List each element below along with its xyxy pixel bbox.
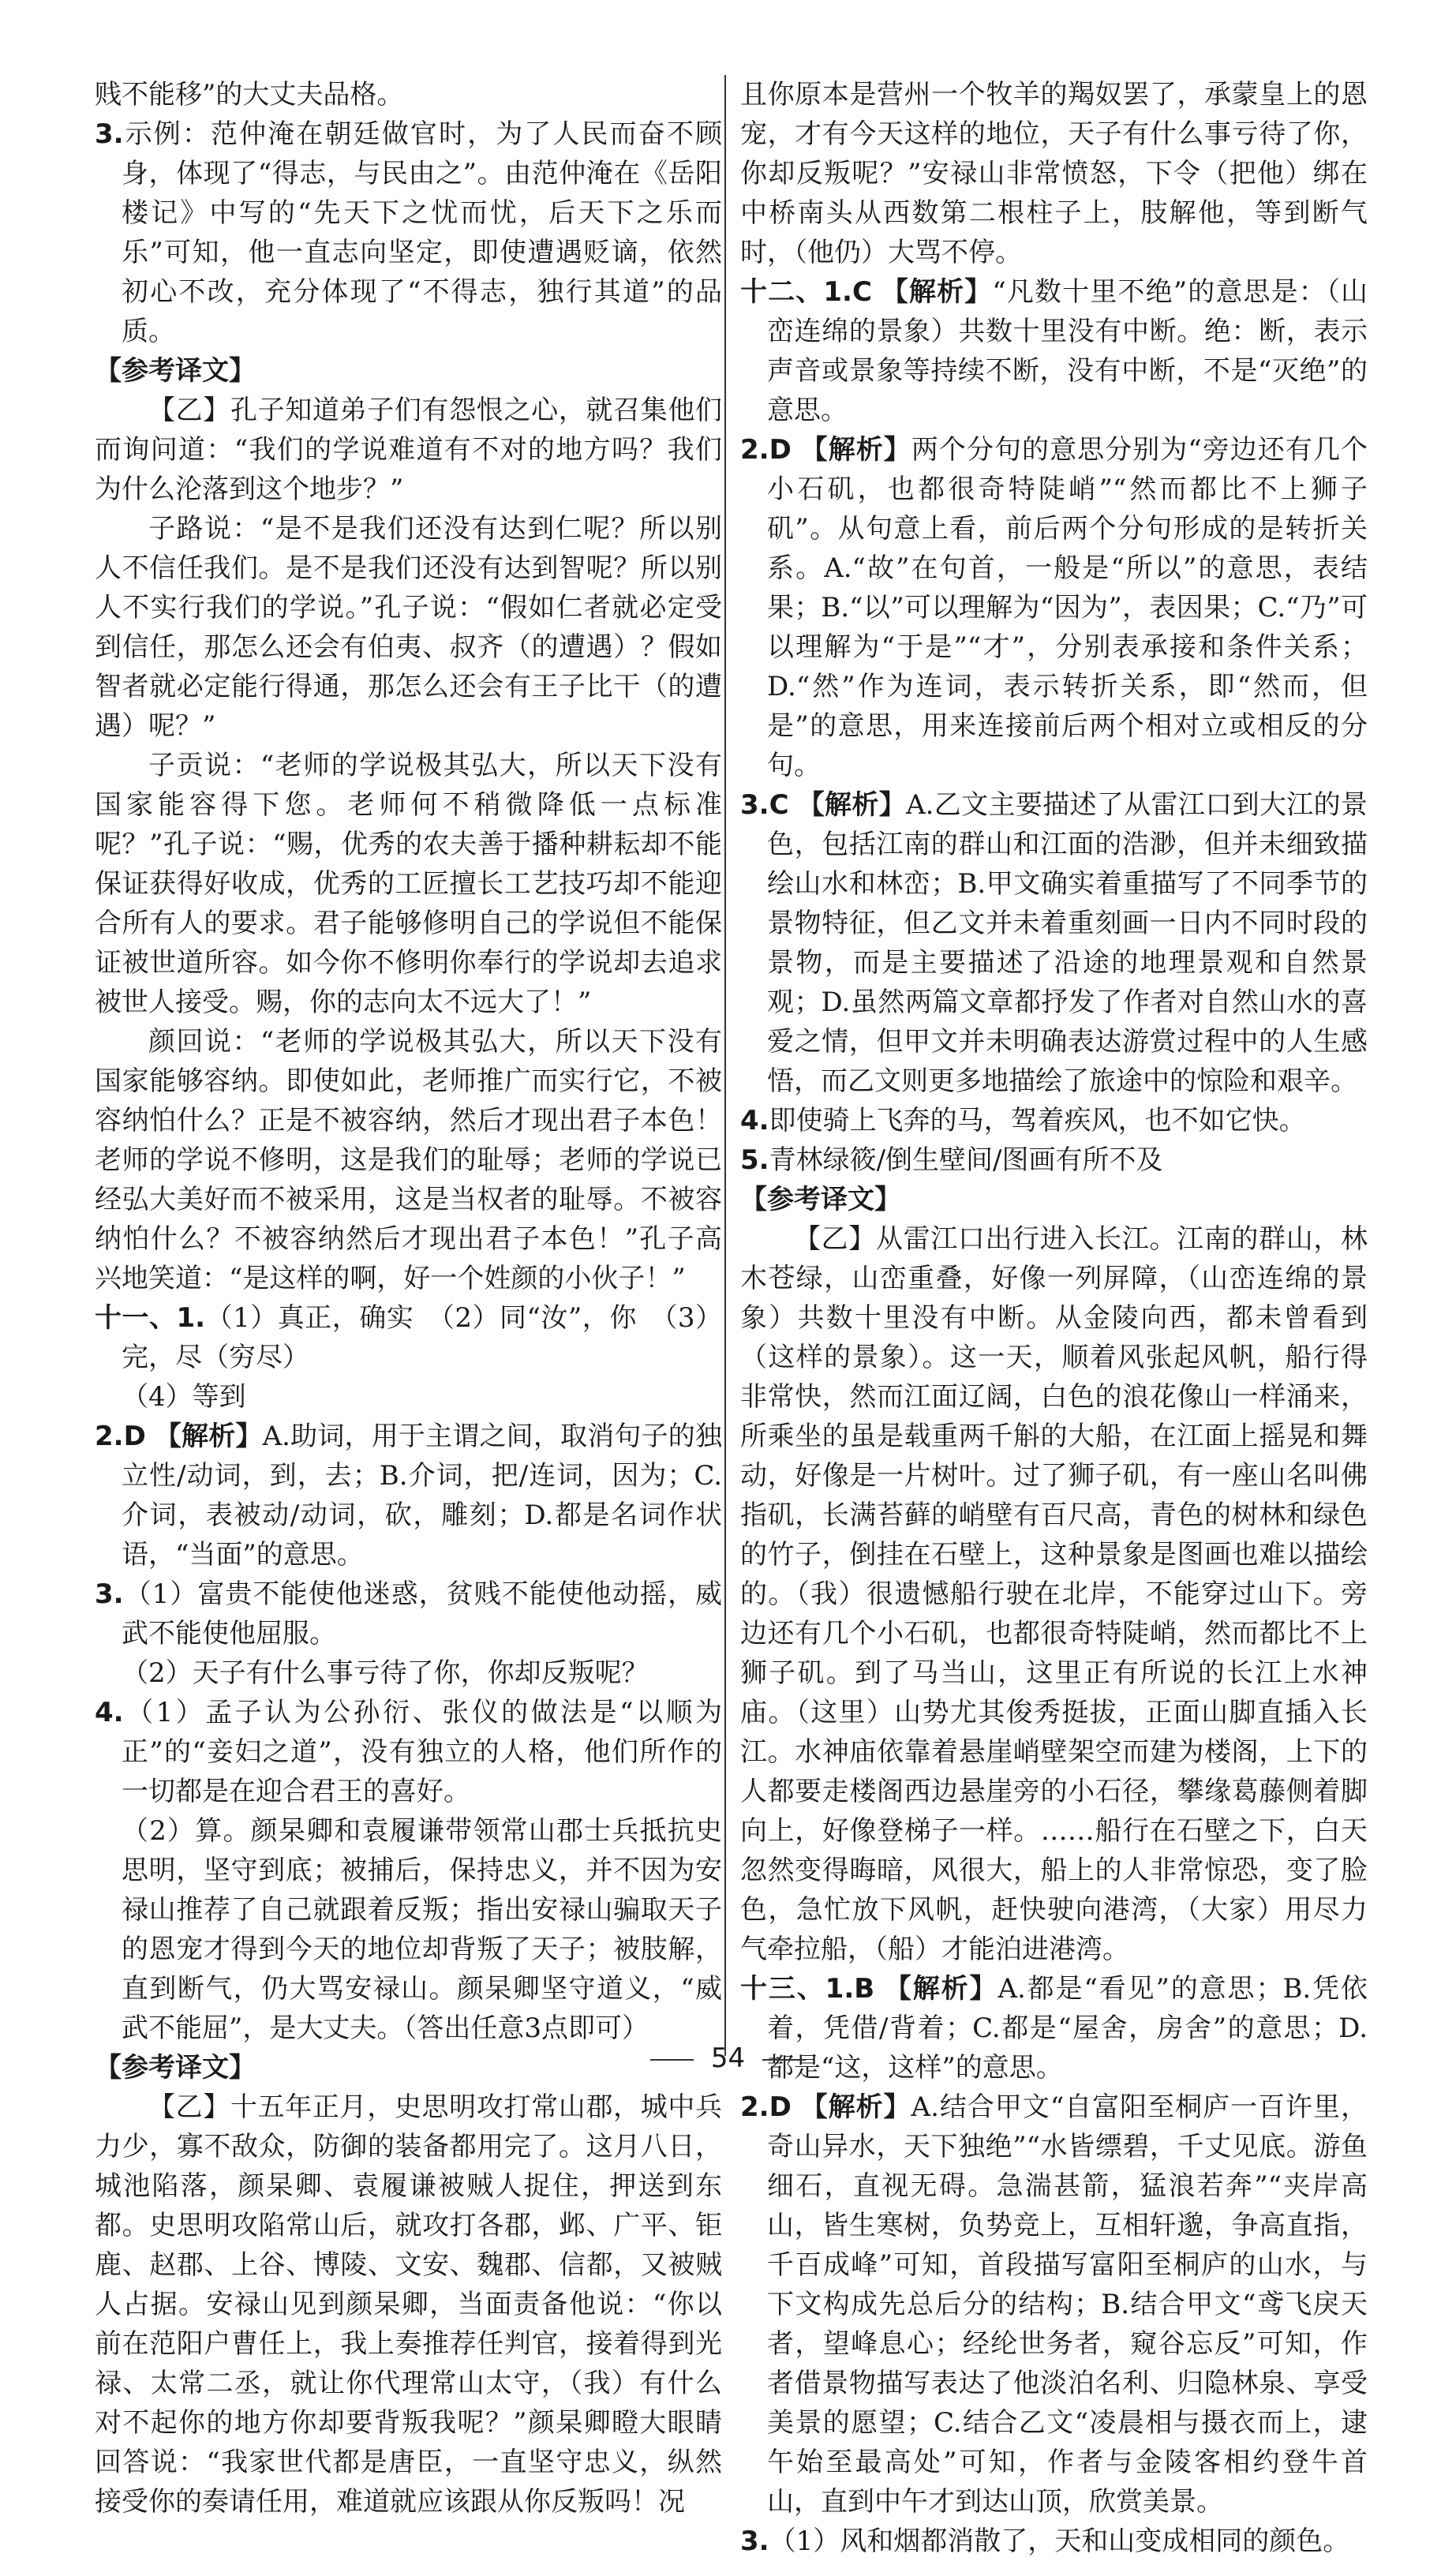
analysis-label: 【解析】 (881, 276, 993, 308)
item-text: （1）富贵不能使他迷惑，贫贱不能使他动摇，威武不能使他屈服。 (122, 1578, 722, 1649)
item-number: 十二、1. (740, 276, 852, 308)
answer-item (740, 430, 1368, 785)
item-text: 即使骑上飞奔的马，驾着疾风，也不如它快。 (769, 1105, 1306, 1136)
answer-choice: D (123, 1421, 146, 1452)
translation-paragraph: 【乙】从雷江口出行进入长江。江南的群山，林木苍绿，山峦重叠，好像一列屏障，（山峦连绵的景象）共数十里没有中断。从金陵向西，都未曾看到（这样的景象）。这一天，顺着风张起风帆，船行得非常快，然而江面辽阔，白色的浪花像山一样涌来，所乘坐的虽是载重两千斛的大船，在江面上摇晃和舞动，好像是一片树叶。过了狮子矶，有一座山名叫佛指矶，长满苔藓的峭壁有百尺高，青色的树林和绿色的竹子，倒挂在石壁上，这种景象是图画也难以描绘的。（我）很遗憾船行驶在北岸，不能穿过山下。旁边还有几个小石矶，也都很奇特陡峭，然而都比不上狮子矶。到了马当山，这里正有所说的长江上水神庙。（这里）山势尤其俊秀挺拔，正面山脚直插入长江。水神庙依靠着悬崖峭壁架空而建为楼阁，上下的人都要走楼阁西边悬崖旁的小石径，攀缘葛藤侧着脚向上，好像登梯子一样。……船行在石壁之下，白天忽然变得晦暗，风很大，船上的人非常惊恐，变了脸色，急忙放下风帆，赶快驶向港湾，（大家）用尽力气牵拉船，（船）才能泊进港湾。 (740, 1223, 1368, 1965)
item-text: （1）孟子认为公孙衍、张仪的做法是“以顺为正”的“妾妇之道”，没有独立的人格，他们所作的一切都是在迎合君王的喜好。 (122, 1697, 722, 1807)
item-number: 十三、1. (740, 1973, 855, 2005)
item-text: （1）风和烟都消散了，天和山变成相同的颜色。 (769, 2525, 1350, 2557)
item-number: 4. (740, 1105, 769, 1136)
answer-item (740, 785, 1368, 1101)
right-column (740, 75, 1368, 2561)
item-text: A.助词，用于主谓之间，取消句子的独立性/动词，到，去；B.介词，把/连词，因为；C.介词，表被动/动词，砍，雕刻；D.都是名词作状语，“当面”的意思。 (122, 1421, 722, 1571)
item-text: （1）真正，确实 （2）同“汝”，你 （3）完，尽（穷尽） (122, 1302, 722, 1373)
translation-paragraph: 颜回说：“老师的学说极其弘大，所以天下没有国家能够容纳。即使如此，老师推广而实行它，不被容纳怕什么？正是不被容纳，然后才现出君子本色！老师的学说不修明，这是我们的耻辱；老师的学说已经弘大美好而不被采用，这是当权者的耻辱。不被容纳怕什么？不被容纳然后才现出君子本色！”孔子高兴地笑道：“是这样的啊，好一个姓颜的小伙子！” (95, 1026, 722, 1294)
translation-paragraph: 【乙】十五年正月，史思明攻打常山郡，城中兵力少，寡不敌众，防御的装备都用完了。这月八日，城池陷落，颜杲卿、袁履谦被贼人捉住，押送到东都。史思明攻陷常山后，就攻打各郡，邺、广平、钜鹿、赵郡、上谷、博陵、文安、魏郡、信都，又被贼人占据。安禄山见到颜杲卿，当面责备他说：“你以前在范阳户曹任上，我上奏推荐任判官，接着得到光禄、太常二丞，就让你代理常山太守，（我）有什么对不起你的地方你却要背叛我呢？”颜杲卿瞪大眼睛回答说：“我家世代都是唐臣，一直坚守忠义，纵然接受你的奏请任用，难道就应该跟从你反叛吗！况 (95, 2091, 722, 2518)
column-divider (724, 75, 726, 2056)
continued-text: 且你原本是营州一个牧羊的羯奴罢了，承蒙皇上的恩宠，才有今天这样的地位，天子有什么事亏待了你，你却反叛呢？”安禄山非常愤怒，下令（把他）绑在中桥南头从西数第二根柱子上，肢解他，等到断气时，（他仍）大骂不停。 (740, 79, 1368, 268)
item-text: A.结合甲文“自富阳至桐庐一百许里，奇山异水，天下独绝”“水皆缥碧，千丈见底。游鱼细石，直视无碍。急湍甚箭，猛浪若奔”“夹岸高山，皆生寒树，负势竞上，互相轩邈，争高直指，千百成峰”可知，首段描写富阳至桐庐的山水，与下文构成先总后分的结构；B.结合甲文“鸢飞戾天者，望峰息心；经纶世务者，窥谷忘反”可知，作者借景物描写表达了他淡泊名利、归隐林泉、享受美景的愿望；C.结合乙文“凌晨相与摄衣而上，逮午始至最高处”可知，作者与金陵客相约登牛首山，直到中午才到达山顶，欣赏美景。 (767, 2091, 1368, 2518)
item-number: 2. (95, 1421, 124, 1452)
analysis-label: 【解析】 (800, 434, 911, 466)
item-text: A.乙文主要描述了从雷江口到大江的景色，包括江南的群山和江面的浩渺，但并未细致描绘山水和林峦；B.甲文确实着重描写了不同季节的景物特征，但乙文并未着重刻画一日内不同时段的景物，而是主要描述了沿途的地理景观和自然景观；D.虽然两篇文章都抒发了作者对自然山水的喜爱之情，但甲文并未明确表达游赏过程中的人生感悟，而乙文则更多地描绘了旅途中的惊险和艰辛。 (767, 789, 1368, 1097)
answer-item (95, 1417, 722, 1574)
footer-dash-left (650, 2059, 694, 2061)
item-number: 3. (95, 118, 124, 150)
item-number: 十一、1. (95, 1302, 206, 1334)
answer-item (740, 1140, 1368, 1180)
section-heading: 【参考译文】 (95, 2052, 256, 2084)
answer-subitem: （2）算。颜杲卿和袁履谦带领常山郡士兵抵抗史思明，坚守到底；被捕后，保持忠义，并不因为安禄山推荐了自己就跟着反叛；指出安禄山骗取天子的恩宠才得到今天的地位却背叛了天子；被肢解，直到断气，仍大骂安禄山。颜杲卿坚守道义，“威武不能屈”，是大丈夫。（答出任意3点即可） (122, 1815, 722, 2044)
item-text: 示例：范仲淹在朝廷做官时，为了人民而奋不顾身，体现了“得志，与民由之”。由范仲淹在《岳阳楼记》中写的“先天下之忧而忧，后天下之乐而乐”可知，他一直志向坚定，即使遭遇贬谪，依然初心不改，充分体现了“不得志，独行其道”的品质。 (122, 118, 722, 347)
answer-item (95, 1298, 722, 1377)
answer-item (95, 1574, 722, 1653)
item-text: “凡数十里不绝”的意思是：（山峦连绵的景象）共数十里没有中断。绝：断，表示声音或景象等持续不断，没有中断，不是“灭绝”的意思。 (767, 276, 1368, 426)
continued-text: 贱不能移”的大丈夫品格。 (95, 79, 404, 110)
answer-choice: C (769, 789, 789, 821)
analysis-label: 【解析】 (884, 1973, 998, 2005)
answer-subitem: （2）天子有什么事亏待了你，你却反叛呢？ (122, 1657, 649, 1689)
translation-paragraph: 子路说：“是不是我们还没有达到仁呢？所以别人不信任我们。是不是我们还没有达到智呢？所以别人不实行我们的学说。”孔子说：“假如仁者就必定受到信任，那怎么还会有伯夷、叔齐（的遭遇）？假如智者就必定能行得通，那怎么还会有王子比干（的遭遇）呢？” (95, 513, 722, 742)
answer-item (95, 1693, 722, 1811)
answer-choice: D (769, 2091, 792, 2123)
item-text: A.都是“看见”的意思；B.凭依着，凭借/背着；C.都是“屋舍，房舍”的意思；D.都是“这，这样”的意思。 (767, 1973, 1368, 2084)
section-heading: 【参考译文】 (740, 1184, 901, 1215)
item-text: 青林绿筱/倒生壁间/图画有所不及 (769, 1144, 1163, 1176)
answer-choice: B (854, 1973, 875, 2005)
translation-paragraph: 子贡说：“老师的学说极其弘大，所以天下没有国家能容得下您。老师何不稍微降低一点标准呢？”孔子说：“赐，优秀的农夫善于播种耕耘却不能保证获得好收成，优秀的工匠擅长工艺技巧却不能迎合所有人的要求。君子能够修明自己的学说但不能保证被世道所容。如今你不修明你奉行的学说却去追求被世人接受。赐，你的志向太不远大了！” (95, 750, 722, 1018)
translation-paragraph: 【乙】孔子知道弟子们有怨恨之心，就召集他们而询问道：“我们的学说难道有不对的地方吗？我们为什么沦落到这个地步？” (95, 395, 722, 505)
item-number: 4. (95, 1697, 124, 1728)
item-number: 3. (740, 789, 769, 821)
footer-dash-right (762, 2059, 806, 2061)
answer-item (95, 114, 722, 351)
item-number: 3. (740, 2525, 769, 2557)
answer-choice: D (769, 434, 792, 466)
analysis-label: 【解析】 (154, 1421, 263, 1452)
answer-item (740, 2522, 1368, 2561)
item-number: 2. (740, 434, 769, 466)
answer-item (740, 272, 1368, 430)
left-column (95, 75, 722, 2522)
section-heading: 【参考译文】 (95, 355, 256, 387)
item-number: 5. (740, 1144, 769, 1176)
item-number: 3. (95, 1578, 124, 1610)
analysis-label: 【解析】 (800, 2091, 911, 2123)
item-text: 两个分句的意思分别为“旁边还有几个小石矶，也都很奇特陡峭”“然而都比不上狮子矶”。从句意上看，前后两个分句形成的是转折关系。A.“故”在句首，一般是“所以”的意思，表结果；B.“以”可以理解为“因为”，表因果；C.“乃”可以理解为“于是”“才”，分别表承接和条件关系；D.“然”作为连词，表示转折关系，即“然而，但是”的意思，用来连接前后两个相对立或相反的分句。 (767, 434, 1368, 781)
answer-choice: C (852, 276, 872, 308)
page-footer (0, 2042, 1456, 2074)
page-number: 54 (710, 2042, 746, 2074)
answer-item (740, 1101, 1368, 1140)
answer-subitem: （4）等到 (122, 1381, 246, 1413)
answer-item (740, 2087, 1368, 2522)
item-number: 2. (740, 2091, 769, 2123)
analysis-label: 【解析】 (797, 789, 907, 821)
